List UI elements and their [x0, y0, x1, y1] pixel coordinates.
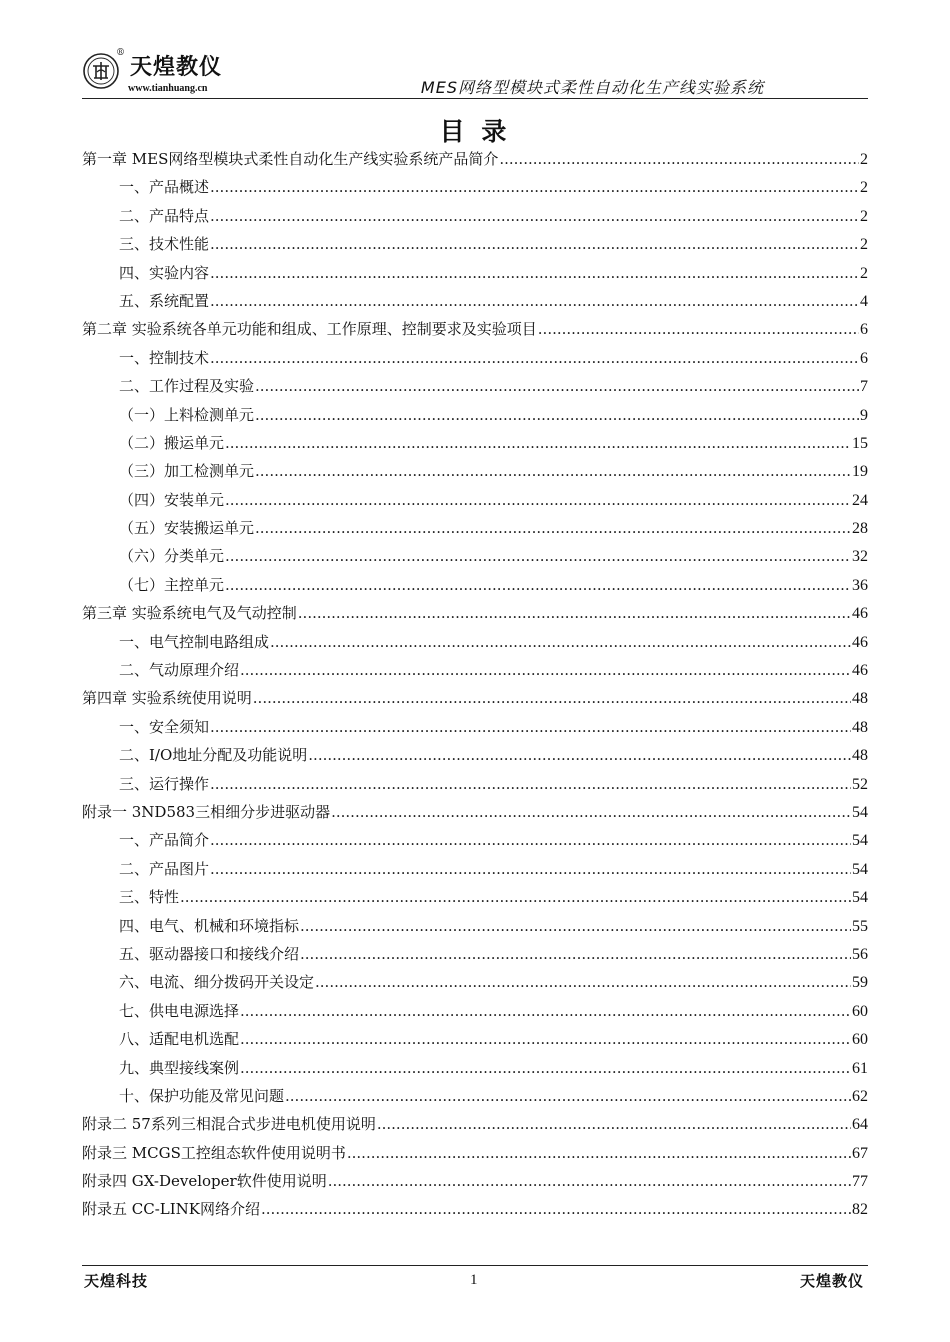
toc-entry-label: 附录三 MCGS工控组态软件使用说明书	[82, 1143, 346, 1162]
toc-entry[interactable]	[82, 656, 868, 684]
toc-leader-dots	[210, 287, 859, 315]
toc-entry[interactable]	[82, 599, 868, 627]
toc-leader-dots	[210, 344, 859, 372]
toc-entry-label: 三、技术性能	[119, 235, 210, 254]
toc-entry[interactable]	[82, 912, 868, 940]
toc-entry-page: 4	[860, 292, 868, 310]
toc-entry[interactable]	[82, 401, 868, 429]
toc-entry-label: （一）上料检测单元	[119, 405, 255, 424]
logo-emblem-icon	[82, 52, 120, 90]
toc-entry-label: 二、工作过程及实验	[119, 377, 255, 396]
toc-entry-label: 九、典型接线案例	[119, 1058, 240, 1077]
toc-entry-label: 四、电气、机械和环境指标	[119, 916, 300, 935]
toc-leader-dots	[210, 230, 859, 258]
toc-entry-label: 二、产品特点	[119, 206, 210, 225]
page-header	[82, 44, 868, 102]
toc-entry[interactable]	[82, 997, 868, 1025]
toc-entry[interactable]	[82, 628, 868, 656]
toc-leader-dots	[331, 798, 851, 826]
toc-leader-dots	[210, 770, 851, 798]
toc-entry-label: （四）安装单元	[119, 490, 225, 509]
toc-entry[interactable]	[82, 1082, 868, 1110]
toc-entry-label: 一、安全须知	[119, 717, 210, 736]
toc-entry[interactable]	[82, 1139, 868, 1167]
toc-entry[interactable]	[82, 230, 868, 258]
toc-entry-page: 6	[860, 349, 868, 367]
toc-entry-label: （三）加工检测单元	[119, 462, 255, 481]
toc-entry-label: 附录四 GX-Developer软件使用说明	[82, 1172, 327, 1191]
toc-entry[interactable]	[82, 372, 868, 400]
toc-entry[interactable]	[82, 940, 868, 968]
toc-entry-label: 七、供电电源选择	[119, 1001, 240, 1020]
toc-entry-page: 55	[852, 917, 868, 935]
toc-entry[interactable]	[82, 202, 868, 230]
toc-leader-dots	[210, 713, 851, 741]
toc-entry[interactable]	[82, 315, 868, 343]
toc-leader-dots	[210, 259, 859, 287]
toc-entry[interactable]	[82, 514, 868, 542]
logo-url: www.tianhuang.cn	[128, 83, 208, 94]
toc-leader-dots	[225, 486, 851, 514]
toc-leader-dots	[255, 457, 851, 485]
toc-entry-page: 59	[852, 974, 868, 992]
toc-entry-label: 第三章 实验系统电气及气动控制	[82, 604, 297, 623]
toc-leader-dots	[210, 202, 859, 230]
toc-entry-label: 五、驱动器接口和接线介绍	[119, 944, 300, 963]
toc-entry-label: 六、电流、细分拨码开关设定	[119, 973, 315, 992]
toc-leader-dots	[180, 883, 851, 911]
toc-entry-label: 一、产品简介	[119, 831, 210, 850]
toc-entry[interactable]	[82, 883, 868, 911]
toc-entry-label: （二）搬运单元	[119, 433, 225, 452]
toc-entry-page: 15	[852, 434, 868, 452]
table-of-contents	[82, 145, 868, 1224]
toc-entry-label: 二、气动原理介绍	[119, 661, 240, 680]
toc-entry[interactable]	[82, 571, 868, 599]
toc-entry-page: 46	[852, 605, 868, 623]
toc-entry-page: 77	[852, 1173, 868, 1191]
toc-entry[interactable]	[82, 1025, 868, 1053]
toc-entry-label: 附录一 3ND583三相细分步进驱动器	[82, 802, 331, 821]
toc-entry-label: 三、运行操作	[119, 774, 210, 793]
page-number: 1	[470, 1272, 478, 1288]
toc-entry[interactable]	[82, 1167, 868, 1195]
toc-leader-dots	[285, 1082, 851, 1110]
toc-entry[interactable]	[82, 1110, 868, 1138]
toc-entry[interactable]	[82, 684, 868, 712]
toc-entry[interactable]	[82, 741, 868, 769]
toc-entry-page: 2	[860, 179, 868, 197]
toc-entry[interactable]	[82, 457, 868, 485]
toc-entry[interactable]	[82, 770, 868, 798]
toc-leader-dots	[240, 656, 851, 684]
toc-entry-page: 61	[852, 1059, 868, 1077]
toc-leader-dots	[255, 372, 859, 400]
toc-leader-dots	[298, 599, 851, 627]
toc-leader-dots	[261, 1195, 851, 1223]
toc-entry-page: 82	[852, 1201, 868, 1219]
toc-leader-dots	[210, 173, 859, 201]
toc-entry-page: 56	[852, 945, 868, 963]
toc-entry[interactable]	[82, 145, 868, 173]
toc-entry-label: 一、产品概述	[119, 178, 210, 197]
toc-leader-dots	[255, 514, 851, 542]
toc-leader-dots	[225, 571, 851, 599]
toc-entry-page: 2	[860, 207, 868, 225]
toc-leader-dots	[315, 968, 851, 996]
toc-entry[interactable]	[82, 173, 868, 201]
toc-entry-page: 24	[852, 491, 868, 509]
toc-leader-dots	[270, 628, 851, 656]
toc-leader-dots	[210, 826, 851, 854]
toc-leader-dots	[240, 997, 851, 1025]
toc-entry[interactable]	[82, 855, 868, 883]
toc-leader-dots	[225, 542, 851, 570]
toc-entry-label: 十、保护功能及常见问题	[119, 1086, 285, 1105]
footer-divider	[82, 1265, 868, 1266]
toc-leader-dots	[253, 684, 851, 712]
toc-entry-label: （七）主控单元	[119, 575, 225, 594]
toc-leader-dots	[255, 401, 859, 429]
toc-entry-label: 二、产品图片	[119, 859, 210, 878]
toc-entry-page: 54	[852, 889, 868, 907]
toc-entry-page: 9	[860, 406, 868, 424]
toc-entry-page: 46	[852, 662, 868, 680]
toc-entry-page: 52	[852, 775, 868, 793]
toc-entry[interactable]	[82, 713, 868, 741]
toc-entry-label: 三、特性	[119, 888, 180, 907]
toc-leader-dots	[300, 912, 851, 940]
toc-entry-page: 48	[852, 690, 868, 708]
toc-entry-label: 一、电气控制电路组成	[119, 632, 270, 651]
toc-leader-dots	[210, 855, 851, 883]
logo-name: 天煌教仪	[130, 55, 223, 80]
footer-left-text: 天煌科技	[84, 1272, 149, 1290]
toc-entry-label: 附录二 57系列三相混合式步进电机使用说明	[82, 1115, 376, 1134]
toc-entry-page: 32	[852, 548, 868, 566]
toc-entry-page: 60	[852, 1002, 868, 1020]
toc-entry[interactable]	[82, 542, 868, 570]
toc-leader-dots	[240, 1054, 851, 1082]
toc-leader-dots	[240, 1025, 851, 1053]
toc-entry-page: 7	[860, 378, 868, 396]
toc-entry[interactable]	[82, 259, 868, 287]
toc-entry-page: 46	[852, 633, 868, 651]
toc-leader-dots	[499, 145, 859, 173]
toc-entry-label: 二、I/O地址分配及功能说明	[119, 746, 308, 765]
registered-mark: ®	[116, 48, 125, 58]
toc-entry-page: 62	[852, 1087, 868, 1105]
toc-entry-label: 五、系统配置	[119, 291, 210, 310]
toc-entry[interactable]	[82, 486, 868, 514]
toc-entry-page: 28	[852, 520, 868, 538]
toc-leader-dots	[328, 1167, 851, 1195]
toc-entry-page: 64	[852, 1116, 868, 1134]
toc-entry[interactable]	[82, 798, 868, 826]
toc-entry-page: 67	[852, 1144, 868, 1162]
toc-entry-page: 54	[852, 832, 868, 850]
toc-leader-dots	[377, 1110, 851, 1138]
toc-entry[interactable]	[82, 429, 868, 457]
toc-entry-page: 54	[852, 803, 868, 821]
toc-leader-dots	[300, 940, 851, 968]
toc-entry-label: （五）安装搬运单元	[119, 519, 255, 538]
toc-entry-label: 第二章 实验系统各单元功能和组成、工作原理、控制要求及实验项目	[82, 320, 537, 339]
toc-entry-page: 2	[860, 264, 868, 282]
company-logo	[82, 50, 252, 100]
header-divider	[82, 98, 868, 99]
toc-leader-dots	[538, 315, 859, 343]
toc-entry[interactable]	[82, 287, 868, 315]
toc-entry[interactable]	[82, 1195, 868, 1223]
toc-entry-page: 2	[860, 236, 868, 254]
toc-entry[interactable]	[82, 826, 868, 854]
toc-entry-page: 6	[860, 321, 868, 339]
toc-entry[interactable]	[82, 344, 868, 372]
toc-leader-dots	[225, 429, 851, 457]
toc-entry-page: 36	[852, 576, 868, 594]
toc-leader-dots	[308, 741, 851, 769]
toc-entry-page: 19	[852, 463, 868, 481]
toc-entry-label: 第四章 实验系统使用说明	[82, 689, 252, 708]
toc-entry-page: 54	[852, 860, 868, 878]
toc-entry-page: 48	[852, 718, 868, 736]
toc-leader-dots	[347, 1139, 851, 1167]
toc-heading: 目 录	[439, 117, 511, 146]
toc-entry-label: 附录五 CC-LINK网络介绍	[82, 1200, 261, 1219]
toc-entry-label: 四、实验内容	[119, 263, 210, 282]
toc-entry-label: 八、适配电机选配	[119, 1030, 240, 1049]
toc-entry-label: 一、控制技术	[119, 348, 210, 367]
toc-entry-page: 2	[860, 151, 868, 168]
toc-entry-label: 第一章 MES网络型模块式柔性自动化生产线实验系统产品简介	[82, 150, 499, 168]
footer-right-text: 天煌教仪	[799, 1272, 864, 1290]
document-header-title: MES网络型模块式柔性自动化生产线实验系统	[420, 78, 764, 97]
toc-entry-page: 48	[852, 747, 868, 765]
toc-entry-label: （六）分类单元	[119, 547, 225, 566]
toc-entry[interactable]	[82, 1054, 868, 1082]
toc-entry[interactable]	[82, 968, 868, 996]
toc-entry-page: 60	[852, 1031, 868, 1049]
